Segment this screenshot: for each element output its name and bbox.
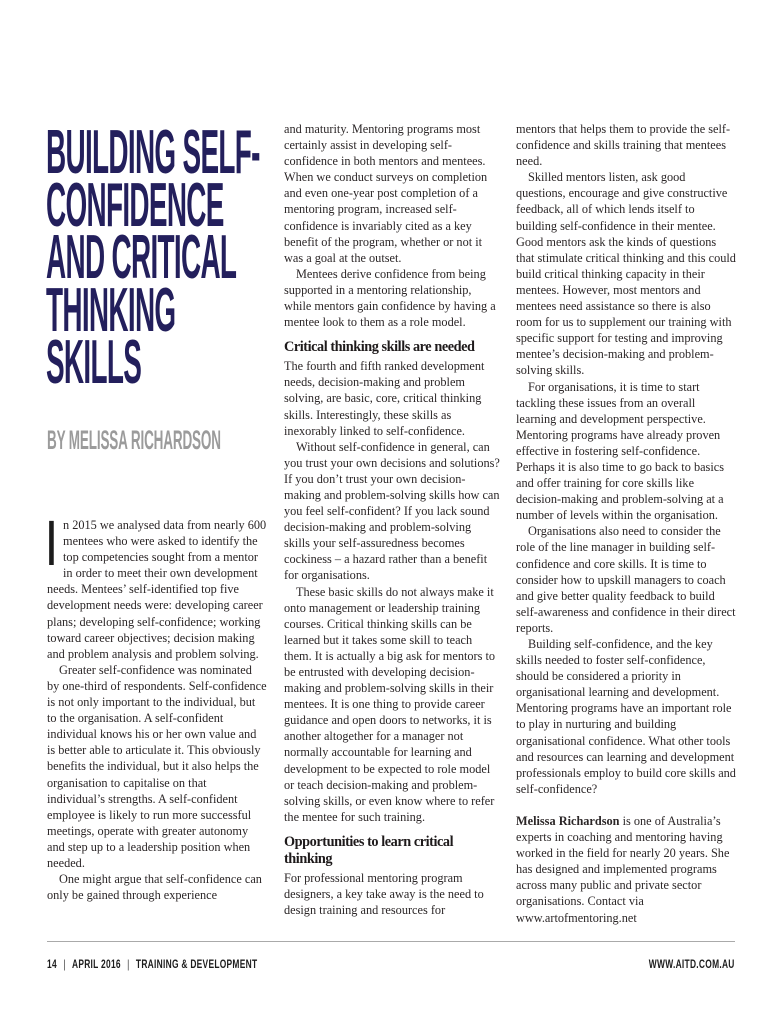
section-heading-critical-thinking: Critical thinking skills are needed xyxy=(284,339,475,356)
headline-line: SKILLS xyxy=(46,328,142,397)
footer-divider xyxy=(47,941,735,942)
page-number: 14 xyxy=(47,957,57,971)
paragraph: and maturity. Mentoring programs most certainly assist in developing self-confidence in both mentors and mentees. When we conduct surveys on completion and even one-year post completion of a mentoring program, increased self-confidence is invariably cited as a key benefit of the program, whether or not it was a goal at the outset. xyxy=(284,122,488,265)
text-column-3 xyxy=(516,121,736,926)
footer-website: WWW.AITD.COM.AU xyxy=(649,957,735,971)
headline-line: BUILDING SELF- xyxy=(46,118,260,187)
paragraph-text: n 2015 we analysed data from nearly 600 mentees who were asked to identify the top competencies sought from a mentor in order to meet their own development needs. Mentees’ self-identified top five development needs were: developing career plans; developing self-confidence; working toward career objectives; decision making and problem analysis and problem solving. xyxy=(47,518,267,661)
text-column-2 xyxy=(284,121,500,918)
footer-separator: | xyxy=(63,957,66,971)
paragraph: Greater self-confidence was nominated by one-third of respondents. Self-confidence is not only important to the individual, but to the organisation. A self-confident individual knows his or her own value and is better able to articulate it. This obviously benefits the individual, but it also helps the organisation to capitalise on that individual’s strengths. A self-confident employee is likely to run more successful meetings, operate with greater autonomy and step up to a leadership position when needed. xyxy=(47,662,267,870)
author-name: Melissa Richardson xyxy=(516,813,620,828)
article-headline xyxy=(46,118,280,397)
paragraph: Organisations also need to consider the role of the line manager in building self-confidence and core skills. It is time to consider how to upskill managers to coach and give better quality feedback to build self-awareness and confidence in their direct reports. xyxy=(516,524,736,635)
author-bio xyxy=(516,813,736,926)
article-byline: BY MELISSA RICHARDSON xyxy=(47,425,221,455)
paragraph: Without self-confidence in general, can you trust your own decisions and solutions? If you don’t trust your own decision-making and problem-solving skills how can you feel self-confident? If you lack sound decision-making and problem-solving skills your self-assuredness becomes cockiness – a hazard rather than a benefit for organisations. xyxy=(284,439,500,583)
text-column-1 xyxy=(47,507,267,903)
paragraph: The fourth and fifth ranked development needs, decision-making and problem solving, are basic, core, critical thinking skills. Interestingly, these skills as inexorably linked to self-confidence. xyxy=(284,359,485,438)
headline-line: AND CRITICAL xyxy=(46,223,237,292)
paragraph: These basic skills do not always make it onto management or leadership training courses. Critical thinking skills can be learned but it takes some skill to teach them. It is actually a big ask for mentors to be entrusted with developing decision-making and problem-solving skills in their mentees. It is one thing to provide career guidance and open doors to networks, it is another altogether for a manager not normally accountable for learning and development to be expected to role model or teach decision-making and problem-solving skills, or even know where to refer the mentee for such training. xyxy=(284,584,496,824)
author-bio-text: is one of Australia’s experts in coaching and mentoring having worked in the field for nearly 20 years. She has designed and implemented programs across many public and private sector organisations. Contact via www.artofmentoring.net xyxy=(516,813,730,925)
section-heading-opportunities: Opportunities to learn critical thinking xyxy=(284,833,454,867)
drop-cap: I xyxy=(47,507,56,579)
headline-line: CONFIDENCE xyxy=(46,170,224,240)
paragraph: Building self-confidence, and the key skills needed to foster self-confidence, should be considered a priority in organisational learning and development. Mentoring programs have an important role to play in nurturing and building organisational confidence. What other tools and resources can learning and development professionals employ to build core skills and self-confidence? xyxy=(516,637,736,796)
magazine-title: TRAINING & DEVELOPMENT xyxy=(135,957,258,971)
footer-left xyxy=(47,957,257,971)
paragraph-lead xyxy=(47,507,267,662)
paragraph: Mentees derive confidence from being supported in a mentoring relationship, while mentors gain confidence by having a mentee look to them as a role model. xyxy=(284,266,496,330)
footer-separator: | xyxy=(127,957,130,971)
headline-line: THINKING xyxy=(46,275,176,345)
paragraph: mentors that helps them to provide the self-confidence and skills training that mentees need. xyxy=(516,122,731,169)
issue-date: APRIL 2016 xyxy=(71,957,121,971)
paragraph: One might argue that self-confidence can only be gained through experience xyxy=(47,872,262,903)
paragraph: For professional mentoring program designers, a key take away is the need to design training and resources for xyxy=(284,870,484,918)
paragraph: For organisations, it is time to start tackling these issues from an overall learning and development perspective. Mentoring programs have already proven effective in fostering self-confidence. Perhaps it is also time to go back to basics and offer training for core skills like decision-making and problem-solving at a number of levels within the organisation. xyxy=(516,379,724,523)
paragraph: Skilled mentors listen, ask good questions, encourage and give constructive feedback, all of which lends itself to building self-confidence in their mentee. Good mentors ask the kinds of questions that stimulate critical thinking and this could build critical thinking capacity in their mentees. However, most mentors and mentees need assistance so there is also room for us to supplement our training with specific support for testing and improving mentee’s decision-making and problem-solving skills. xyxy=(516,170,736,378)
